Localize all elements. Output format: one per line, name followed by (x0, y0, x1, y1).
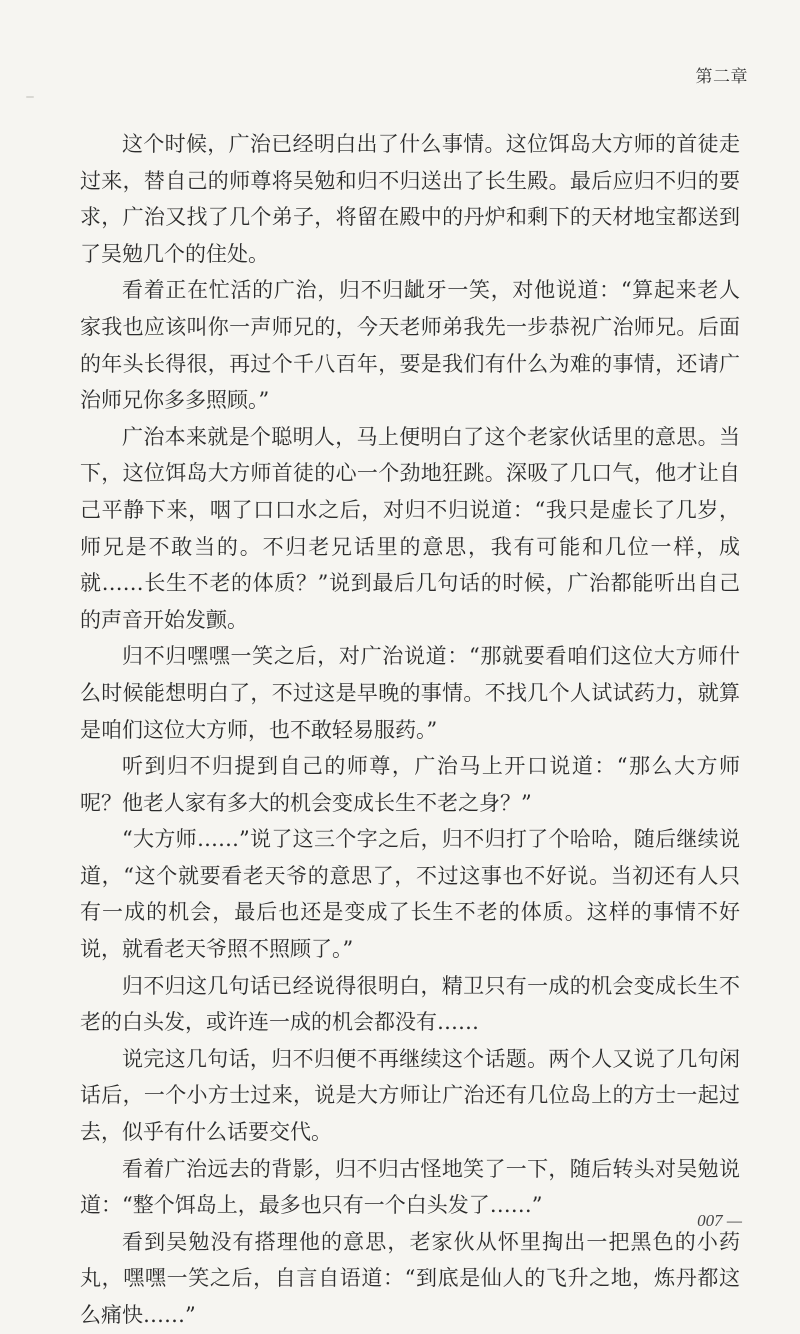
paragraph: “大方师……”说了这三个字之后，归不归打了个哈哈，随后继续说道，“这个就要看老天爷的意思了，不过这事也不好说。当初还有人只有一成的机会，最后也还是变成了长生不老的体质。这样的事情不好说，就看老天爷照不照顾了。” (80, 827, 740, 962)
paragraph: 这个时候，广治已经明白出了什么事情。这位饵岛大方师的首徒走过来，替自己的师尊将吴勉和归不归送出了长生殿。最后应归不归的要求，广治又找了几个弟子，将留在殿中的丹炉和剩下的天材地宝都送到了吴勉几个的住处。 (80, 132, 740, 266)
chapter-header: 第二章 (695, 67, 748, 87)
page-number: 007 — (697, 1211, 742, 1230)
paragraph: 看到吴勉没有搭理他的意思，老家伙从怀里掏出一把黑色的小药丸，嘿嘿一笑之后，自言自语道：“到底是仙人的飞升之地，炼丹都这么痛快……” (80, 1229, 740, 1327)
paragraph: 归不归这几句话已经说得很明白，精卫只有一成的机会变成长生不老的白头发，或许连一成的机会都没有…… (80, 973, 740, 1035)
body-text (80, 126, 740, 1334)
paragraph: 归不归嘿嘿一笑之后，对广治说道：“那就要看咱们这位大方师什么时候能想明白了，不过这是早晚的事情。不找几个人试试药力，就算是咱们这位大方师，也不敢轻易服药。” (80, 644, 740, 742)
scan-speck (26, 96, 34, 98)
paragraph: 说完这几句话，归不归便不再继续这个话题。两个人又说了几句闲话后，一个小方士过来，说是大方师让广治还有几位岛上的方士一起过去，似乎有什么话要交代。 (80, 1046, 740, 1145)
paragraph: 广治本来就是个聪明人，马上便明白了这个老家伙话里的意思。当下，这位饵岛大方师首徒的心一个劲地狂跳。深吸了几口气，他才让自己平静下来，咽了口口水之后，对归不归说道：“我只是虚长了几岁，师兄是不敢当的。不归老兄话里的意思，我有可能和几位一样，成就……长生不老的体质？”说到最后几句话的时候，广治都能听出自己的声音开始发颤。 (80, 424, 740, 632)
paragraph: 看着正在忙活的广治，归不归龇牙一笑，对他说道：“算起来老人家我也应该叫你一声师兄的，今天老师弟我先一步恭祝广治师兄。后面的年头长得很，再过个千八百年，要是我们有什么为难的事情，还请广治师兄你多多照顾。” (80, 278, 740, 413)
paragraph: 听到归不归提到自己的师尊，广治马上开口说道：“那么大方师呢？他老人家有多大的机会变成长生不老之身？” (80, 754, 740, 815)
paragraph: 看着广治远去的背影，归不归古怪地笑了一下，随后转头对吴勉说道：“整个饵岛上，最多也只有一个白头发了……” (80, 1156, 740, 1218)
